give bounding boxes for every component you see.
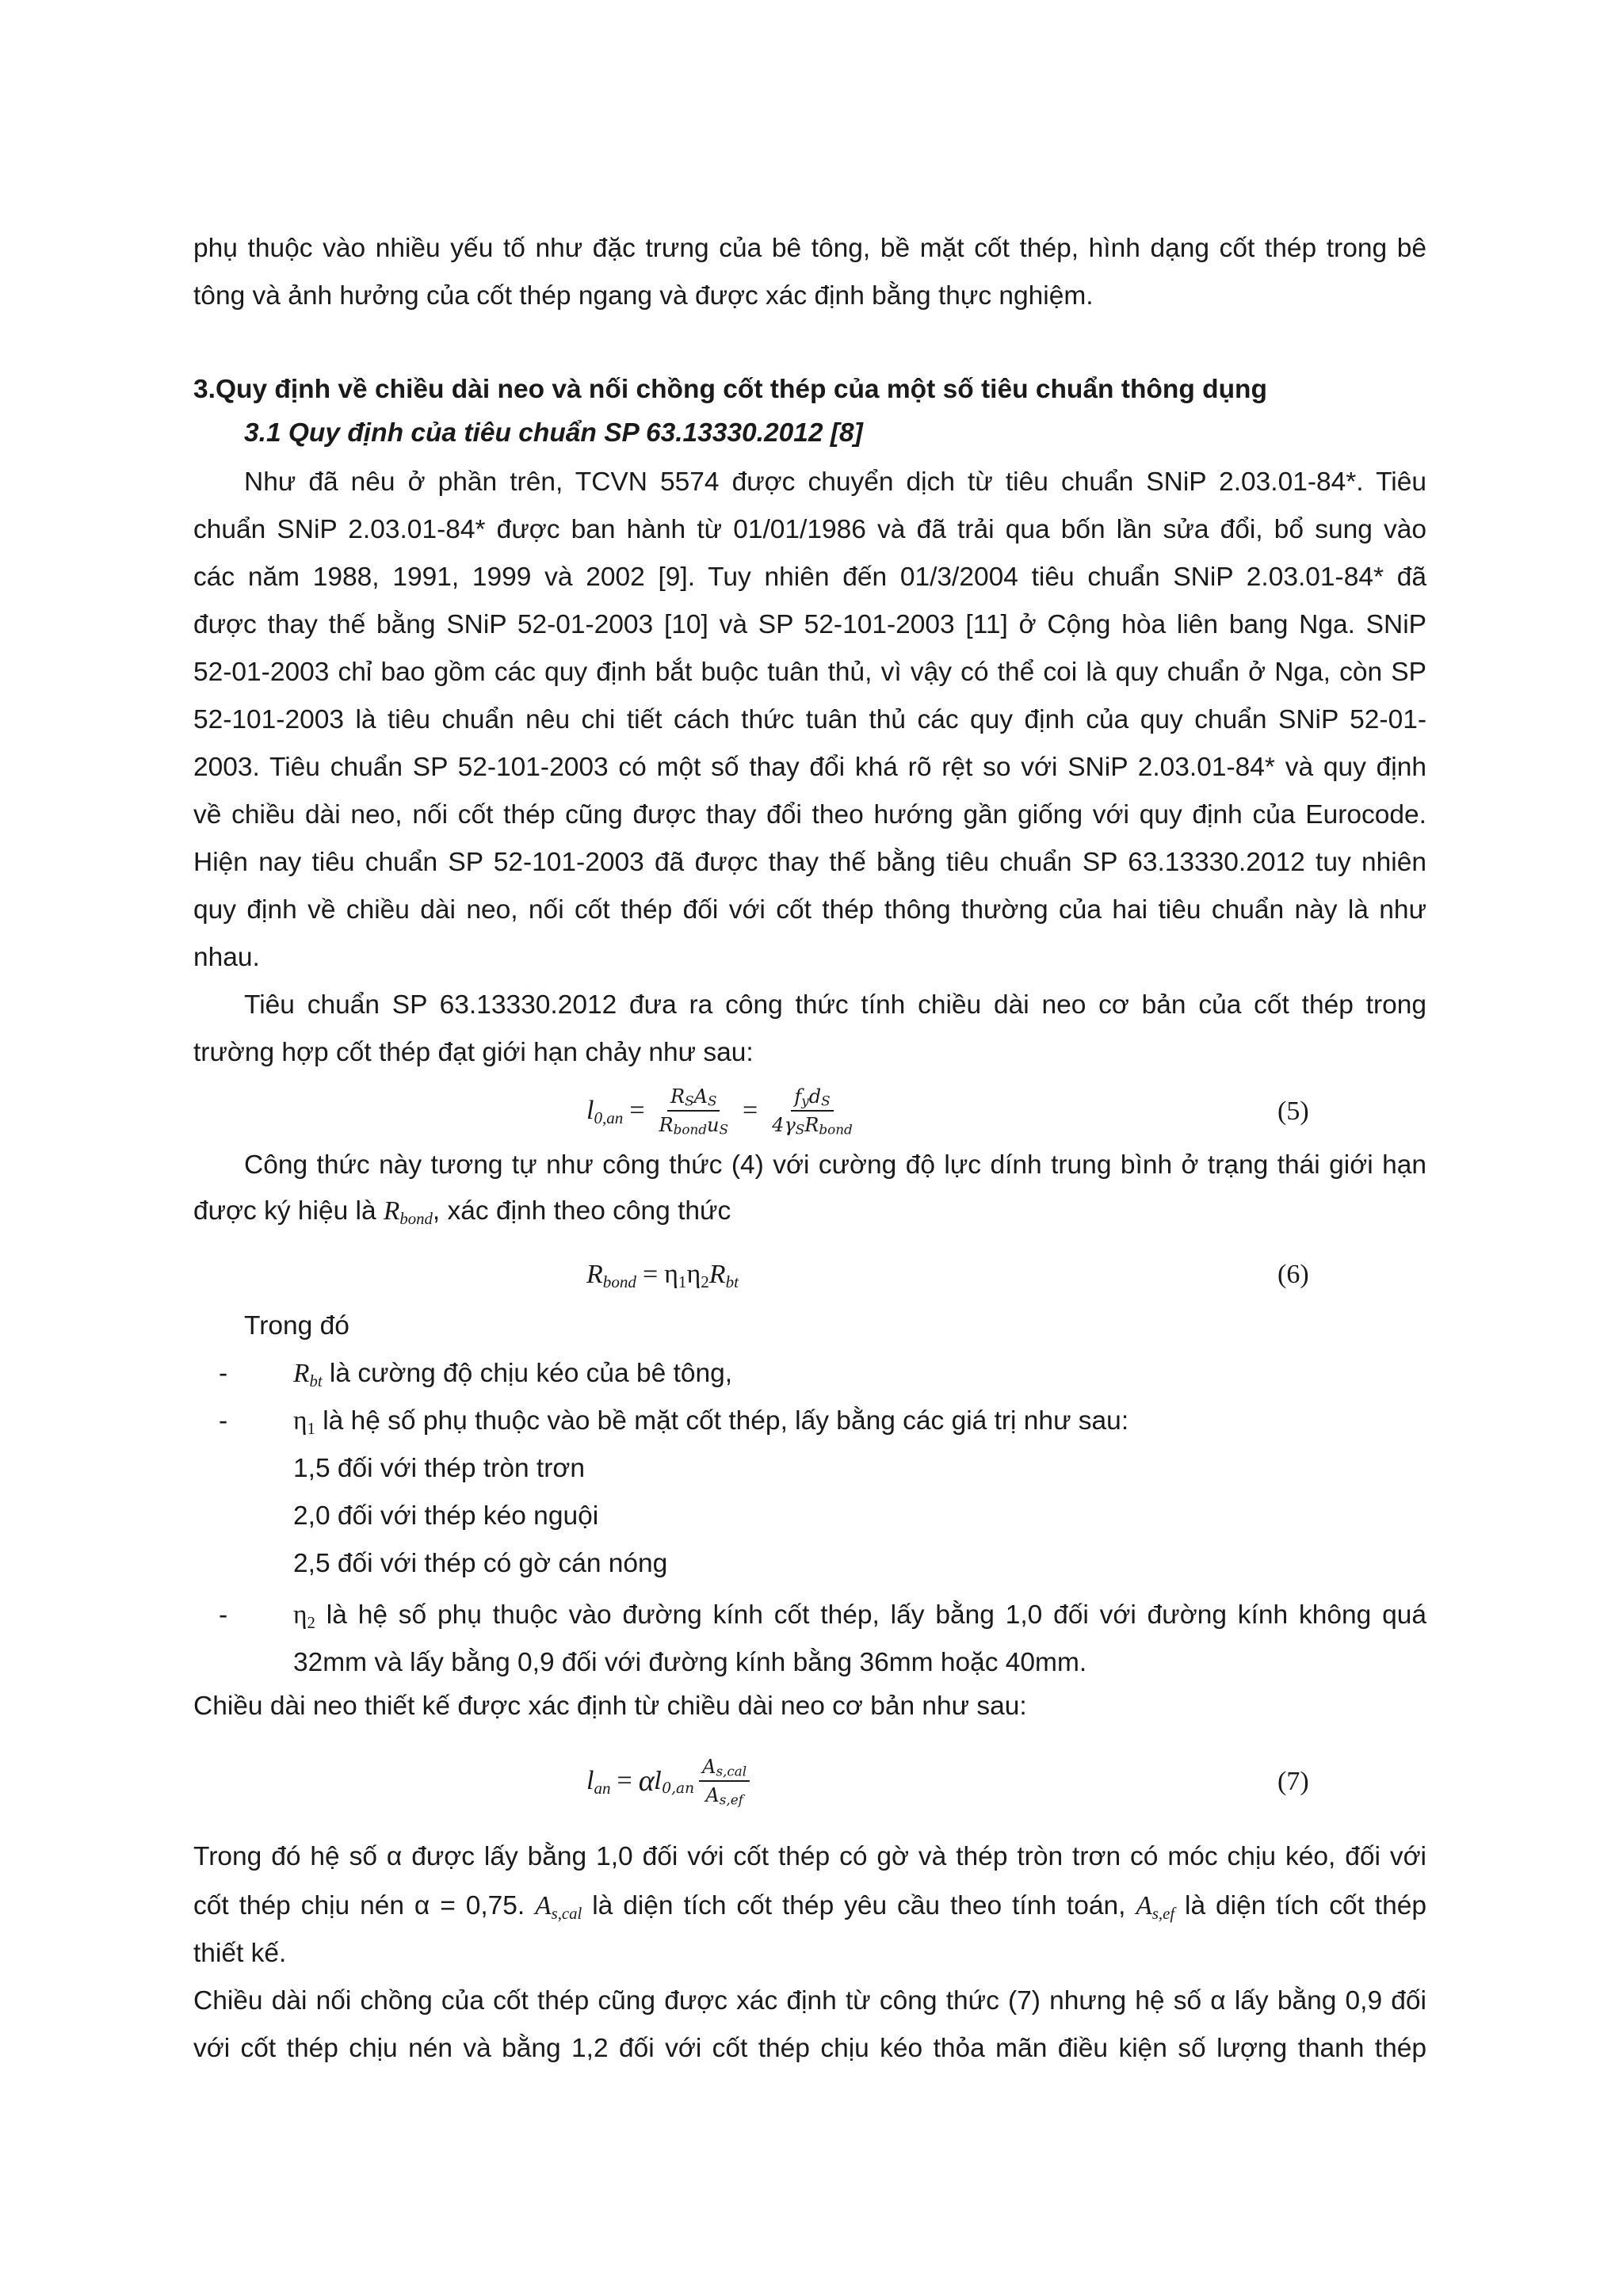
paragraph-line: nhau. xyxy=(193,943,260,972)
paragraph-line: chuẩn SNiP 2.03.01-84* được ban hành từ 01/01/1986 và đã trải qua bốn lần sửa đổi, bổ sung vào xyxy=(193,515,1426,544)
paragraph-line: quy định về chiều dài neo, nối cốt thép đối với cốt thép thông thường của hai tiêu chuẩn này là như xyxy=(193,895,1426,925)
section-heading: 3.Quy định về chiều dài neo và nối chồng cốt thép của một số tiêu chuẩn thông dụng xyxy=(193,375,1267,404)
list-item: $\eta_2$ là hệ số phụ thuộc vào đường kính cốt thép, lấy bằng 1,0 đối với đường kính không quá xyxy=(293,1600,1426,1632)
equation-number: (5) xyxy=(1277,1097,1309,1126)
paragraph-line: Như đã nêu ở phần trên, TCVN 5574 được chuyển dịch từ tiêu chuẩn SNiP 2.03.01-84*. Tiêu xyxy=(244,467,1426,497)
list-item: $\eta_1$ là hệ số phụ thuộc vào bề mặt cốt thép, lấy bằng các giá trị như sau: xyxy=(293,1406,1129,1438)
paragraph-line: cốt thép chịu nén α = 0,75. $A_{s,cal}$ là diện tích cốt thép yêu cầu theo tính toán, $A_{s,ef}$ là diện tích cốt thép xyxy=(193,1891,1427,1923)
paragraph-line: 52-101-2003 là tiêu chuẩn nêu chi tiết cách thức tuân thủ các quy định của quy chuẩn SNiP 52-01- xyxy=(193,705,1426,734)
paragraph-line: thiết kế. xyxy=(193,1939,287,1968)
equals-sign: = xyxy=(629,1096,645,1125)
list-subitem: 2,5 đối với thép có gờ cán nóng xyxy=(293,1549,668,1578)
paragraph-line: được thay thế bằng SNiP 52-01-2003 [10] và SP 52-101-2003 [11] ở Cộng hòa liên bang Nga. SNiP xyxy=(193,610,1426,639)
fraction: $\frac{R_SA_S}{R_{bond}u_S}$ xyxy=(659,1085,728,1138)
paragraph-line: Chiều dài neo thiết kế được xác định từ chiều dài neo cơ bản như sau: xyxy=(193,1691,1027,1721)
paragraph-line: Hiện nay tiêu chuẩn SP 52-101-2003 đã được thay thế bằng tiêu chuẩn SP 63.13330.2012 tuy nhiên xyxy=(193,848,1426,877)
equation-number: (7) xyxy=(1277,1767,1309,1796)
paragraph-line: tông và ảnh hưởng của cốt thép ngang và được xác định bằng thực nghiệm. xyxy=(193,281,1094,311)
paragraph-line: Trong đó xyxy=(244,1311,349,1341)
list-bullet: - xyxy=(219,1406,228,1436)
list-bullet: - xyxy=(219,1600,228,1630)
fraction: $\frac{A_{s,cal}}{A_{s,ef}}$ xyxy=(699,1755,750,1807)
paragraph-line: 52-01-2003 chỉ bao gồm các quy định bắt buộc tuân thủ, vì vậy có thể coi là quy chuẩn ở Nga, còn SP xyxy=(193,658,1426,687)
paragraph-line: trường hợp cốt thép đạt giới hạn chảy như sau: xyxy=(193,1038,754,1067)
paragraph-line: Trong đó hệ số α được lấy bằng 1,0 đối với cốt thép có gờ và thép tròn trơn có móc chịu kéo, đối với xyxy=(193,1842,1426,1871)
formula-lhs: $l_{0,an}$ xyxy=(586,1096,624,1127)
equals-sign: = xyxy=(742,1096,758,1125)
paragraph-line: được ký hiệu là $R_{bond}$, xác định theo công thức xyxy=(193,1196,731,1228)
paragraph-line: với cốt thép chịu nén và bằng 1,2 đối với cốt thép chịu kéo thỏa mãn điều kiện số lượng thanh thép xyxy=(193,2034,1426,2063)
formula-5 xyxy=(586,1079,861,1142)
paragraph-line: Chiều dài nối chồng của cốt thép cũng được xác định từ công thức (7) nhưng hệ số α lấy bằng 0,9 đối xyxy=(193,1986,1426,2016)
formula-7: $l_{an}$ = α $l_{0,an}$ $\frac{A_{s,cal}}{A_{s,ef}}$ xyxy=(586,1749,754,1813)
list-item: $R_{bt}$ là cường độ chịu kéo của bê tông, xyxy=(293,1359,733,1390)
list-subitem: 1,5 đối với thép tròn trơn xyxy=(293,1454,585,1483)
paragraph-line: 2003. Tiêu chuẩn SP 52-101-2003 có một số thay đổi khá rõ rệt so với SNiP 2.03.01-84* và quy định xyxy=(193,753,1426,782)
subsection-heading: 3.1 Quy định của tiêu chuẩn SP 63.13330.2012 [8] xyxy=(244,418,863,448)
paragraph-line: về chiều dài neo, nối cốt thép cũng được thay đổi theo hướng gần giống với quy định của Eurocode. xyxy=(193,800,1426,830)
list-subitem: 2,0 đối với thép kéo nguội xyxy=(293,1501,599,1531)
formula-6: $R_{bond}$ = $\eta_1\eta_2$ $R_{bt}$ xyxy=(586,1260,739,1291)
paragraph-line: Tiêu chuẩn SP 63.13330.2012 đưa ra công thức tính chiều dài neo cơ bản của cốt thép trong xyxy=(244,990,1426,1020)
paragraph-line: phụ thuộc vào nhiều yếu tố như đặc trưng của bê tông, bề mặt cốt thép, hình dạng cốt thép trong bê xyxy=(193,234,1426,263)
fraction: $\frac{f_yd_S}{4\gamma_SR_{bond}}$ xyxy=(772,1085,853,1138)
paragraph-line: các năm 1988, 1991, 1999 và 2002 [9]. Tuy nhiên đến 01/3/2004 tiêu chuẩn SNiP 2.03.01-84* đã xyxy=(193,563,1426,592)
list-bullet: - xyxy=(219,1359,228,1388)
paragraph-line: Công thức này tương tự như công thức (4) với cường độ lực dính trung bình ở trạng thái giới hạn xyxy=(244,1150,1426,1180)
equation-number: (6) xyxy=(1277,1260,1309,1289)
list-item-continuation: 32mm và lấy bằng 0,9 đối với đường kính bằng 36mm hoặc 40mm. xyxy=(293,1648,1087,1677)
